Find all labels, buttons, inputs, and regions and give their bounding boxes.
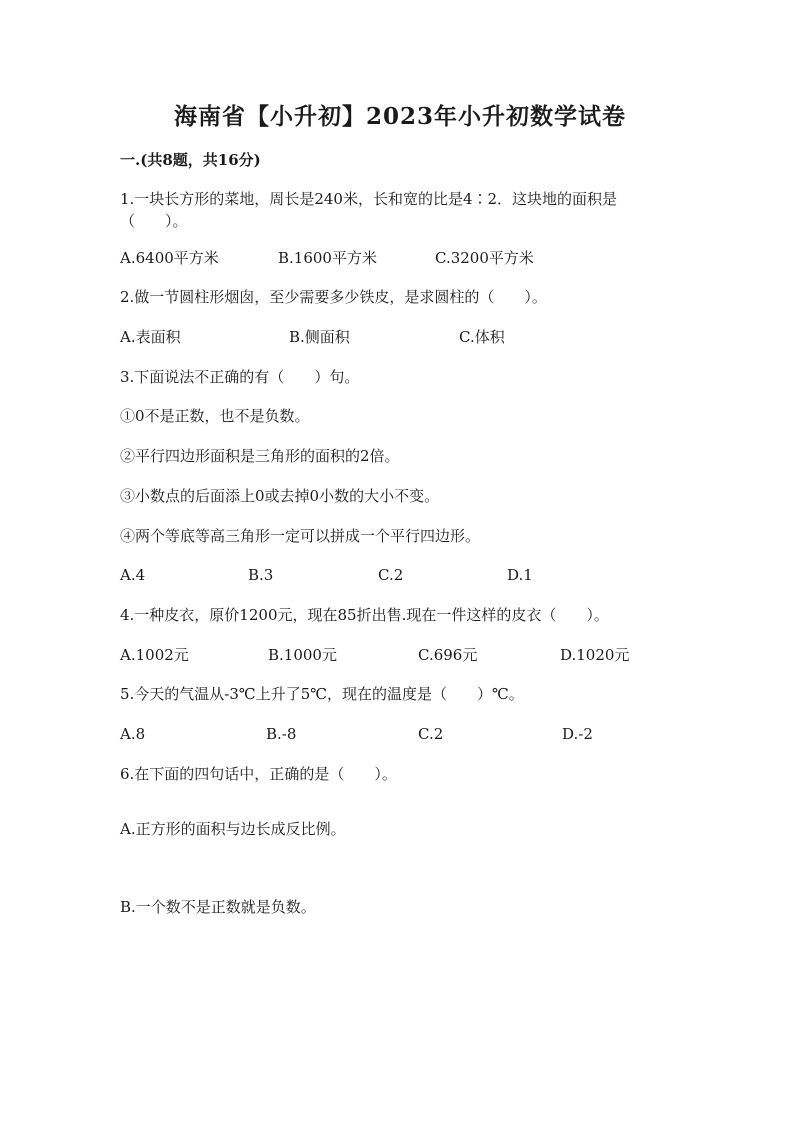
question-1-options	[120, 247, 680, 269]
option-c: C.2	[378, 566, 404, 584]
question-3-options	[120, 564, 680, 586]
question-5: 5.今天的气温从-3℃上升了5℃，现在的温度是（ ）℃。	[120, 685, 524, 703]
option-b: B.1600平方米	[278, 249, 377, 267]
question-4: 4.一种皮衣，原价1200元，现在85折出售.现在一件这样的皮衣（ ）。	[120, 606, 609, 624]
question-2: 2.做一节圆柱形烟囱，至少需要多少铁皮，是求圆柱的（ ）。	[120, 288, 547, 306]
question-5-options	[120, 723, 680, 745]
statement-1: ①0不是正数，也不是负数。	[120, 407, 310, 425]
statement-3: ③小数点的后面添上0或去掉0小数的大小不变。	[120, 487, 440, 505]
page-title: 海南省【小升初】2023年小升初数学试卷	[173, 103, 626, 130]
statement-2: ②平行四边形面积是三角形的面积的2倍。	[120, 447, 400, 465]
option-b: B.1000元	[268, 646, 337, 664]
question-2-options	[120, 326, 680, 348]
option-a: A.正方形的面积与边长成反比例。	[120, 820, 346, 838]
section-heading: 一.(共8题，共16分)	[120, 151, 261, 169]
option-a: A.8	[120, 725, 146, 743]
option-a: A.1002元	[120, 646, 189, 664]
option-b: B.3	[248, 566, 274, 584]
question-4-options	[120, 644, 680, 666]
option-a: A.4	[120, 566, 146, 584]
option-a: A.表面积	[120, 328, 181, 346]
option-c: C.2	[418, 725, 444, 743]
option-b: B.一个数不是正数就是负数。	[120, 898, 316, 916]
question-1: 1.一块长方形的菜地，周长是240米，长和宽的比是4∶2．这块地的面积是（ ）。	[120, 190, 618, 230]
option-c: C.3200平方米	[435, 249, 534, 267]
option-d: D.1	[507, 566, 533, 584]
question-3: 3.下面说法不正确的有（ ）句。	[120, 368, 360, 386]
option-c: C.696元	[418, 646, 478, 664]
option-d: D.-2	[562, 725, 593, 743]
statement-4: ④两个等底等高三角形一定可以拼成一个平行四边形。	[120, 527, 481, 545]
option-a: A.6400平方米	[120, 249, 219, 267]
option-c: C.体积	[459, 328, 505, 346]
question-6: 6.在下面的四句话中，正确的是（ ）。	[120, 765, 397, 783]
option-b: B.-8	[266, 725, 297, 743]
option-b: B.侧面积	[289, 328, 350, 346]
option-d: D.1020元	[560, 646, 630, 664]
